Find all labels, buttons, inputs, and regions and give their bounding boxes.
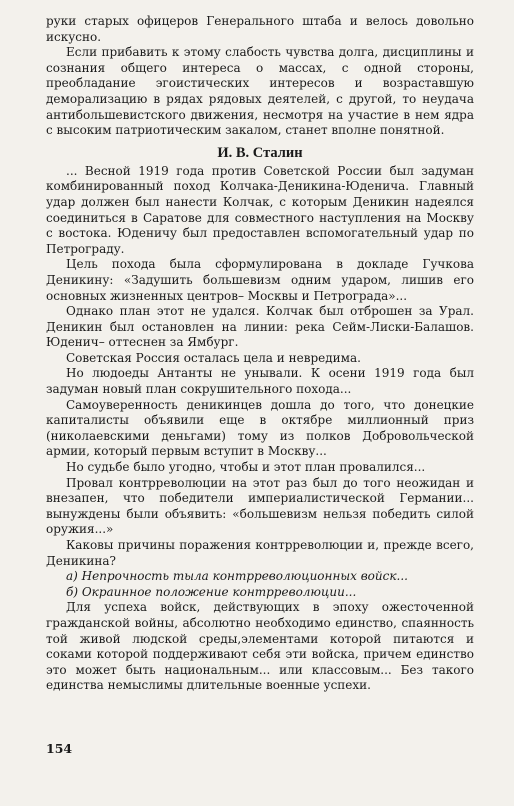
paragraph: Провал контрреволюции на этот раз был до того неожидан и внезапен, что победители империалистической Германии... вынуждены были объявить: «большевизм нельзя победить силой оружия...»: [46, 475, 474, 537]
paragraph: Но людоеды Антанты не унывали. К осени 1919 года был задуман новый план сокрушительного похода...: [46, 366, 474, 397]
italic-list-item: а) Непрочность тыла контрреволюционных войск...: [66, 569, 408, 584]
page-number: 154: [46, 741, 73, 756]
paragraph: руки старых офицеров Генерального штаба и велось довольно искусно.: [46, 14, 474, 44]
paragraph: Цель похода была сформулирована в докладе Гучкова Деникину: «Задушить большевизм одним ударом, лишив его основных жизненных центров– Москвы и Петрограда»...: [46, 257, 474, 303]
paragraph: Однако план этот не удался. Колчак был отброшен за Урал. Деникин был остановлен на линии: река Сейм-Лиски-Балашов. Юденич– оттеснен за Ямбург.: [46, 304, 474, 350]
paragraph: Самоуверенность деникинцев дошла до того, что донецкие капиталисты объявили еще в октябре миллионный приз (николаевскими деньгами) тому из полков Добровольческой армии, который первым вступит в Москву...: [46, 397, 474, 459]
paragraph: Советская Россия осталась цела и невредима.: [66, 350, 361, 365]
paragraph: Каковы причины поражения контрреволюции и, прежде всего, Деникина?: [46, 538, 474, 568]
paragraph: Но судьбе было угодно, чтобы и этот план провалился...: [66, 460, 426, 475]
paragraph: ... Весной 1919 года против Советской России был задуман комбинированный поход Колчака-Деникина-Юденича. Главный удар должен был нанести Колчак, с которым Деникин надеялся соединиться в Саратове для совместного наступления на Москву с востока. Юденичу был предоставлен вспомогательный удар по Петрограду.: [46, 163, 474, 256]
paragraph: Если прибавить к этому слабость чувства долга, дисциплины и сознания общего интереса о массах, с одной стороны, преобладание эгоистических интересов и возраставшую деморализацию в рядах рядовых деятелей, с другой, то неудача антибольшевистского движения, несмотря на участие в нем ядра с высоким патриотическим закалом, станет вполне понятной.: [46, 45, 474, 138]
section-heading: И. В. Сталин: [217, 144, 303, 161]
paragraph: Для успеха войск, действующих в эпоху ожесточенной гражданской войны, абсолютно необходимо единство, спаянность той живой людской среды,элементами которой питаются и соками которой поддерживают себя эти войска, причем единство это может быть национальным... или классовым... Без такого единства немыслимы длительные военные успехи.: [46, 600, 474, 693]
italic-list-item: б) Окраинное положение контрреволюции...: [66, 584, 357, 599]
